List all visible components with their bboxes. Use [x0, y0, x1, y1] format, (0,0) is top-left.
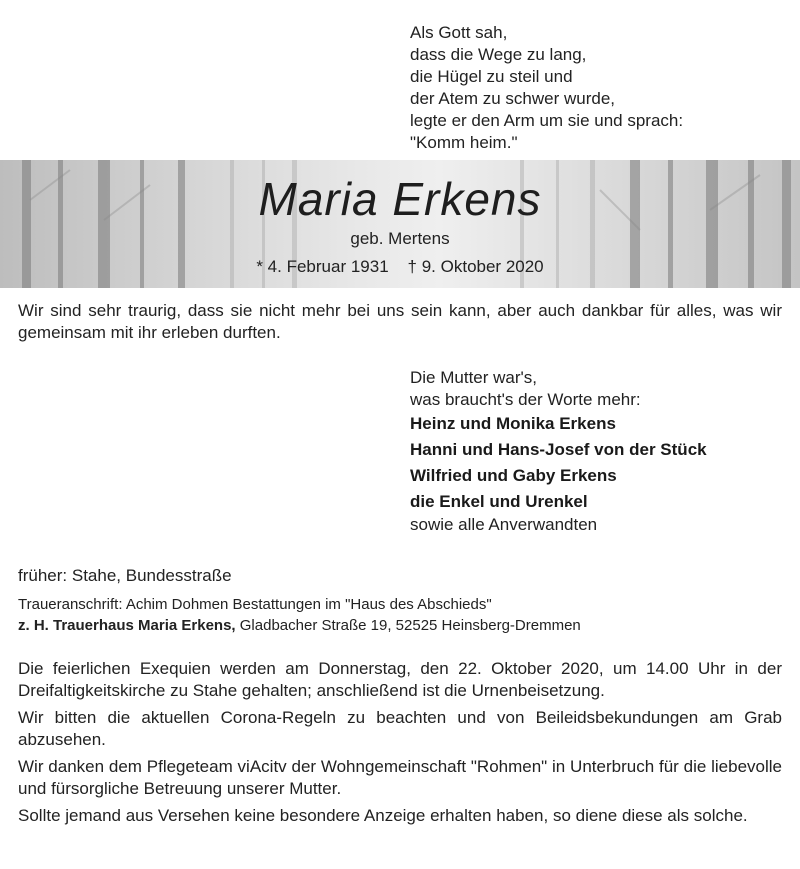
mourning-address	[18, 594, 581, 636]
mother-verse-line: was braucht's der Worte mehr:	[410, 390, 641, 409]
mother-verse-line: Die Mutter war's,	[410, 368, 537, 387]
thanks-paragraph: Wir danken dem Pflegeteam viAcitv der Wohngemeinschaft "Rohmen" in Unterbruch für die liebevolle und fürsorgliche Betreuung unserer Mutter.	[18, 757, 782, 798]
mourning-address-line2	[18, 615, 581, 636]
family-member: Wilfried und Gaby Erkens	[410, 466, 617, 485]
maiden-name: geb. Mertens	[350, 229, 450, 248]
family-member: Hanni und Hans-Josef von der Stück	[410, 440, 707, 459]
relatives-line: sowie alle Anverwandten	[410, 515, 598, 534]
family-list	[410, 411, 707, 515]
life-dates: * 4. Februar 1931 † 9. Oktober 2020	[256, 257, 544, 276]
poem-line: legte er den Arm um sie und sprach:	[410, 111, 684, 130]
notice-paragraph: Sollte jemand aus Versehen keine besondere Anzeige erhalten haben, so diene diese als solche.	[18, 806, 748, 825]
poem-line: dass die Wege zu lang,	[410, 45, 587, 64]
mourning-street: Gladbacher Straße 19, 52525 Heinsberg-Dremmen	[235, 617, 581, 634]
intro-paragraph: Wir sind sehr traurig, dass sie nicht mehr bei uns sein kann, aber auch dankbar für alles, was wir gemeinsam mit ihr erleben durften.	[18, 301, 782, 342]
funeral-paragraph: Die feierlichen Exequien werden am Donnerstag, den 22. Oktober 2020, um 14.00 Uhr in der Dreifaltigkeitskirche zu Stahe gehalten; anschließend ist die Urnenbeisetzung.	[18, 659, 782, 700]
former-address: früher: Stahe, Bundesstraße	[18, 566, 232, 585]
mother-verse	[410, 367, 641, 411]
poem-line: "Komm heim."	[410, 133, 518, 152]
deceased-name: Maria Erkens	[258, 173, 542, 225]
family-member: Heinz und Monika Erkens	[410, 414, 616, 433]
poem	[410, 22, 683, 154]
family-member: die Enkel und Urenkel	[410, 492, 588, 511]
mourning-house-name: z. H. Trauerhaus Maria Erkens,	[18, 617, 236, 634]
mourning-address-line1: Traueranschrift: Achim Dohmen Bestattungen im "Haus des Abschieds"	[18, 596, 492, 613]
poem-line: Als Gott sah,	[410, 23, 508, 42]
poem-line: der Atem zu schwer wurde,	[410, 89, 616, 108]
poem-line: die Hügel zu steil und	[410, 67, 573, 86]
corona-paragraph: Wir bitten die aktuellen Corona-Regeln zu beachten und von Beileidsbekundungen am Grab abzusehen.	[18, 708, 782, 749]
